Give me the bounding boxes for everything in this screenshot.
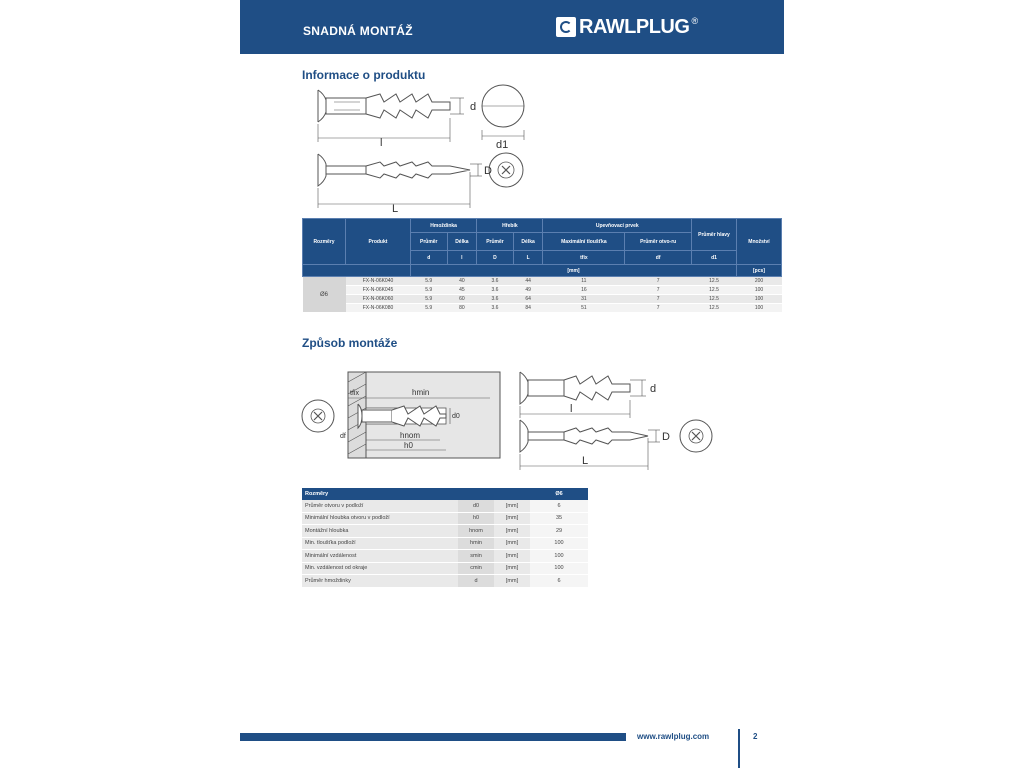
cell-qty: 100 [737,295,782,304]
sub-nail-d: Průměr [477,233,514,251]
cell-tfix: 16 [543,286,625,295]
row-symbol: d [458,575,494,588]
sleeve-shank [326,98,366,114]
installation-drawing [300,360,720,478]
sub-sleeve-l: Délka [447,233,477,251]
cell-d: 5.9 [411,286,448,295]
page-number: 2 [753,732,758,741]
sleeve-expansion [366,94,450,118]
row-label: Průměr otvoru v podloží [302,500,458,512]
cell-L: 64 [513,295,543,304]
dim-label-l: l [380,137,383,149]
sleeve-head [318,90,326,122]
table-row [303,304,782,313]
cell-L: 49 [513,286,543,295]
table-row [302,550,588,563]
row-unit: [mm] [494,550,530,563]
row-symbol: hnom [458,525,494,538]
row-value: 6 [530,500,588,512]
group-fixture: Upevňovací prvek [543,219,692,233]
dim-label-d1: d1 [496,139,509,151]
sym-l: l [447,251,477,265]
cell-L: 44 [513,277,543,286]
row-symbol: hmin [458,537,494,550]
row-value: 100 [530,550,588,563]
cell-d1: 12.5 [692,295,737,304]
table-row [302,575,588,588]
installation-spec-table [302,488,588,588]
cell-df: 7 [625,286,692,295]
label-d0: d0 [452,413,460,420]
sym-D: D [477,251,514,265]
row-unit: [mm] [494,500,530,512]
label-hnom: hnom [400,431,421,440]
sub-max-thick: Maximální tloušťka [543,233,625,251]
label-hmin: hmin [412,388,430,397]
sym-L: L [513,251,543,265]
product-spec-table [302,218,782,313]
sym-df: df [625,251,692,265]
dim-label-D: D [662,431,670,443]
cell-D: 3.6 [477,304,514,313]
cell-l: 60 [447,295,477,304]
cell-product: FX-N-06K080 [346,304,411,313]
row-value: 35 [530,512,588,525]
col-rozmery: Rozměry [303,219,346,265]
row-symbol: cmin [458,562,494,575]
row-label: Min. tloušťka podloží [302,537,458,550]
col-produkt: Produkt [346,219,411,265]
row-label: Minimální vzdálenost [302,550,458,563]
row-value: 29 [530,525,588,538]
row-label: Min. vzdálenost od okraje [302,562,458,575]
cell-d1: 12.5 [692,277,737,286]
product-drawing [300,80,560,215]
cell-product: FX-N-06K045 [346,286,411,295]
header-title: SNADNÁ MONTÁŽ [303,24,413,38]
cell-D: 3.6 [477,295,514,304]
sub-hole-d: Průměr otvo-ru [625,233,692,251]
page [240,0,784,768]
label-h0: h0 [404,441,413,450]
inst-header-value: Ø6 [530,488,588,500]
group-nail: Hřebík [477,219,543,233]
nail-thread [366,162,470,178]
row-unit: [mm] [494,537,530,550]
dim-label-L: L [582,455,589,467]
cell-d: 5.9 [411,277,448,286]
table-row [302,562,588,575]
row-value: 100 [530,562,588,575]
dim-label-d: d [650,383,657,395]
cell-qty: 100 [737,286,782,295]
col-prumer-hlavy: Průměr hlavy [692,219,737,251]
cell-d: 5.9 [411,304,448,313]
rawlplug-logo [556,14,698,40]
nail-head [318,154,326,186]
header-bar [240,0,784,54]
row-symbol: h0 [458,512,494,525]
table-row [303,277,782,286]
table-row [302,525,588,538]
cell-d: 5.9 [411,295,448,304]
cell-qty: 200 [737,277,782,286]
section-title-installation: Způsob montáže [302,336,398,350]
table-row [303,286,782,295]
section-title-product-info: Informace o produktu [302,68,426,82]
row-symbol: smin [458,550,494,563]
cell-D: 3.6 [477,277,514,286]
diameter-cell: Ø6 [303,277,346,313]
table-row [303,295,782,304]
cell-d1: 12.5 [692,304,737,313]
cell-l: 80 [447,304,477,313]
unit-mm: [mm] [411,265,737,277]
cell-l: 40 [447,277,477,286]
unit-pcs: [pcs] [737,265,782,277]
cell-D: 3.6 [477,286,514,295]
sub-nail-l: Délka [513,233,543,251]
row-unit: [mm] [494,512,530,525]
row-label: Montážní hloubka [302,525,458,538]
footer-url-link[interactable]: www.rawlplug.com [637,732,710,741]
cell-tfix: 51 [543,304,625,313]
footer-bar [240,733,626,741]
table-row [302,512,588,525]
sym-d: d [411,251,448,265]
row-value: 100 [530,537,588,550]
dim-label-L: L [392,203,399,215]
cell-L: 84 [513,304,543,313]
cell-df: 7 [625,304,692,313]
cell-tfix: 11 [543,277,625,286]
dim-label-D: D [484,165,492,177]
dim-label-d: d [470,101,477,113]
cell-product: FX-N-06K040 [346,277,411,286]
inst-header-label: Rozměry [302,488,530,500]
row-symbol: d0 [458,500,494,512]
row-value: 6 [530,575,588,588]
row-unit: [mm] [494,525,530,538]
footer-divider [738,729,740,768]
sym-tfix: tfix [543,251,625,265]
logo-text: RAWLPLUG [579,15,690,38]
row-unit: [mm] [494,575,530,588]
dim-label-l: l [570,403,573,415]
table-row [302,500,588,512]
col-mnozstvi: Množství [737,219,782,265]
cell-qty: 100 [737,304,782,313]
table-row [302,537,588,550]
cell-df: 7 [625,295,692,304]
sub-sleeve-d: Průměr [411,233,448,251]
cell-product: FX-N-06K060 [346,295,411,304]
row-label: Minimální hloubka otvoru v podloží [302,512,458,525]
cell-d1: 12.5 [692,286,737,295]
rawlplug-logo-mark-icon [556,17,576,37]
cell-df: 7 [625,277,692,286]
cell-tfix: 31 [543,295,625,304]
label-df: df [340,433,346,440]
logo-registered-mark: ® [691,16,699,26]
row-unit: [mm] [494,562,530,575]
row-label: Průměr hmoždinky [302,575,458,588]
group-sleeve: Hmoždinka [411,219,477,233]
cell-l: 45 [447,286,477,295]
label-tfix: tfix [350,390,359,397]
sym-d1: d1 [692,251,737,265]
